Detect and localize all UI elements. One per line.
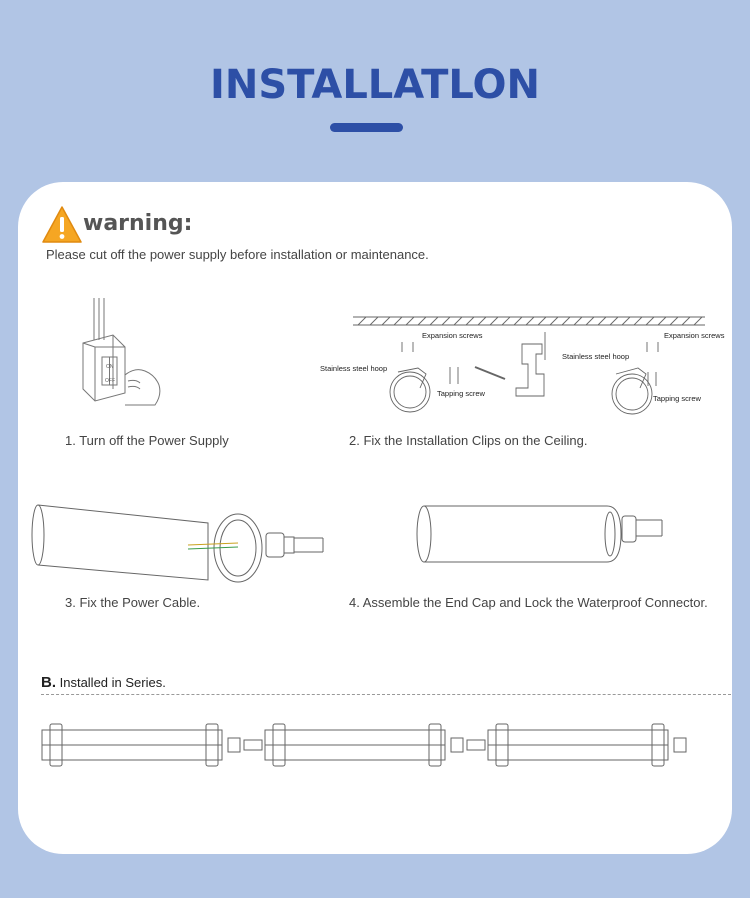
step-4-caption: 4. Assemble the End Cap and Lock the Waterproof Connector. (349, 595, 708, 610)
series-text: Installed in Series. (56, 675, 166, 690)
series-letter: B. (41, 674, 56, 691)
end-cap-illustration (412, 500, 667, 568)
step-3-caption: 3. Fix the Power Cable. (65, 595, 201, 610)
series-divider (41, 694, 731, 695)
power-cable-illustration (28, 495, 328, 590)
page-title: INSTALLATLON (210, 62, 540, 108)
warning-icon (42, 206, 82, 244)
breaker-off-label: OFF (105, 378, 115, 384)
series-illustration (38, 718, 698, 773)
label-expansion-screws-left: Expansion screws (422, 331, 483, 340)
warning-heading: warning: (83, 211, 193, 236)
title-underline (330, 123, 403, 132)
label-tapping-screw-right: Tapping screw (653, 394, 701, 403)
label-stainless-hoop-left: Stainless steel hoop (320, 364, 388, 373)
ceiling-clips-illustration (350, 312, 710, 422)
breaker-on-label: ON (106, 364, 114, 370)
label-expansion-screws-right: Expansion screws (664, 331, 725, 340)
series-heading (41, 674, 166, 691)
step-1-caption: 1. Turn off the Power Supply (65, 433, 229, 448)
label-stainless-hoop-right: Stainless steel hoop (562, 352, 630, 361)
step-2-caption: 2. Fix the Installation Clips on the Ceiling. (349, 433, 588, 448)
power-switch-illustration (78, 295, 173, 410)
warning-text: Please cut off the power supply before installation or maintenance. (46, 247, 429, 262)
label-tapping-screw-left: Tapping screw (437, 389, 485, 398)
